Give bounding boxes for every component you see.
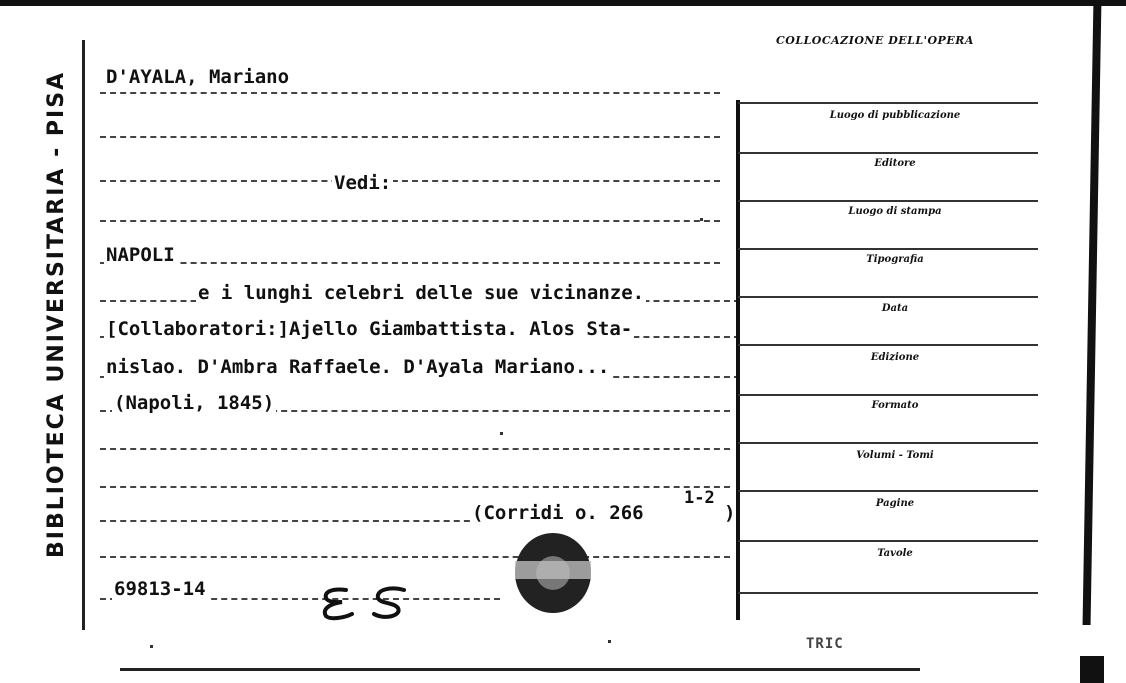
imprint-line: (Napoli, 1845) bbox=[114, 392, 275, 414]
field-edition: Edizione bbox=[870, 352, 920, 363]
scan-speck bbox=[500, 432, 503, 435]
citation-text: (Corridi o. 266 bbox=[472, 502, 644, 524]
ruled-line bbox=[100, 136, 720, 138]
field-pages: Pagine bbox=[875, 498, 915, 509]
shelfmark: 69813-14 bbox=[114, 578, 206, 600]
collocation-title: COLLOCAZIONE DELL'OPERA bbox=[776, 34, 974, 47]
field-place-of-publication: Luogo di pubblicazione bbox=[829, 110, 961, 121]
panel-line bbox=[738, 442, 1038, 444]
panel-line bbox=[738, 152, 1038, 154]
card-right-edge bbox=[1083, 0, 1102, 625]
scan-speck bbox=[608, 640, 611, 643]
title-line-2: [Collaboratori:]Ajello Giambattista. Alos Sta- bbox=[106, 318, 633, 340]
citation-close: ) bbox=[724, 502, 736, 524]
library-stamp bbox=[515, 533, 591, 613]
panel-line bbox=[738, 200, 1038, 202]
field-place-of-printing: Luogo di stampa bbox=[848, 206, 942, 217]
field-date: Data bbox=[881, 303, 909, 314]
scan-corner-mark bbox=[1080, 656, 1104, 683]
card-top-edge bbox=[0, 0, 1126, 6]
field-plates: Tavole bbox=[877, 548, 913, 559]
ruled-line bbox=[100, 220, 720, 222]
scan-speck bbox=[150, 645, 153, 648]
ruled-line bbox=[100, 262, 720, 264]
title-line-1: e i lunghi celebri delle sue vicinanze. bbox=[198, 282, 645, 304]
panel-line bbox=[738, 248, 1038, 250]
panel-line bbox=[738, 102, 1038, 104]
scan-speck bbox=[700, 218, 703, 221]
title-line-3: nislao. D'Ambra Raffaele. D'Ayala Mariano... bbox=[106, 356, 610, 378]
field-publisher: Editore bbox=[874, 158, 916, 169]
ruled-line bbox=[100, 180, 720, 182]
citation-superscript: 1-2 bbox=[684, 488, 715, 508]
field-printer: Tipografia bbox=[866, 254, 924, 265]
ruled-line bbox=[100, 520, 480, 522]
panel-line bbox=[738, 344, 1038, 346]
panel-line bbox=[738, 296, 1038, 298]
panel-line bbox=[738, 394, 1038, 396]
see-label: Vedi: bbox=[334, 172, 392, 194]
footer-text: TRIC bbox=[806, 636, 844, 652]
ruled-line bbox=[100, 556, 730, 558]
panel-line bbox=[738, 490, 1038, 492]
handwritten-note-es bbox=[318, 584, 418, 624]
ruled-line bbox=[100, 486, 730, 488]
library-spine-label: BIBLIOTECA UNIVERSITARIA - PISA bbox=[44, 70, 69, 558]
card-bottom-edge bbox=[120, 668, 920, 671]
author-heading: D'AYALA, Mariano bbox=[106, 66, 290, 88]
ruled-line bbox=[100, 92, 720, 94]
field-volumes: Volumi - Tomi bbox=[856, 450, 934, 461]
ruled-line bbox=[100, 448, 730, 450]
collocation-panel-border bbox=[736, 100, 740, 620]
field-format: Formato bbox=[871, 400, 919, 411]
panel-line bbox=[738, 540, 1038, 542]
panel-line bbox=[738, 592, 1038, 594]
card-left-margin-line bbox=[82, 40, 85, 630]
entry-heading: NAPOLI bbox=[106, 244, 175, 266]
